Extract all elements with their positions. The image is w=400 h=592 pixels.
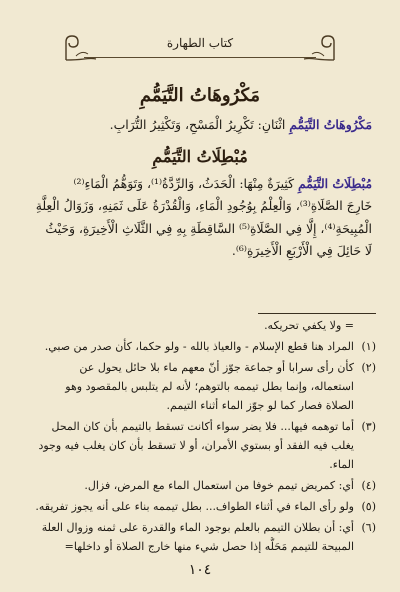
line-text: كَثِيرَةٌ مِنْهَا: الْحَدَثُ، وَالرِّدَّةُ⁽¹⁾، وَتَوَهُّمُ الْمَاءِ⁽²⁾ xyxy=(73,175,298,191)
footnote-number: (١) xyxy=(361,340,376,353)
section-title: مُبْطِلَاتُ التَّيَمُّمِ xyxy=(152,146,248,166)
page-header xyxy=(22,30,378,70)
footnote-line: الماء. xyxy=(329,458,354,471)
page-number: ١٠٤ xyxy=(188,562,212,578)
line-text: الْمُبِيحَةِ⁽⁴⁾، إِلَّا فِي الصَّلَاةِ⁽⁵⁾ السَّاقِطَةِ بِهِ فِي الثَّلَاثِ الْأَخِيرَةِ، وَحَيْثُ xyxy=(45,220,372,236)
footnote-number: (٦) xyxy=(361,521,376,534)
footnote-line: أما توهمه فيها... فلا يضر سواء أكانت تسقط بالتيمم بأن كان المحل xyxy=(51,420,354,433)
text-line xyxy=(28,218,372,241)
footnote-line: المبيحة للتيمم مَحَلُّه إذا حصل شيء منها خارج الصلاة أو داخلها= xyxy=(64,540,354,553)
text-line xyxy=(28,195,372,218)
text-line xyxy=(28,173,372,196)
footnote-line: ولو رأى الماء في أثناء الطواف... بطل تيممه بناء على أنه يجوز تفريقه. xyxy=(35,500,354,513)
section-title: مَكْرُوهَاتُ التَّيَمُّمِ xyxy=(139,85,261,106)
footnotes xyxy=(28,305,376,558)
footnote-6 xyxy=(28,518,376,556)
footnote-line: الصلاة فصار كما لو جوّز الماء أثناء التيمم. xyxy=(166,399,354,412)
lead-term: مُبْطِلَاتُ التَّيَمُّمِ xyxy=(297,175,372,191)
footnote-line: استعماله، وإنما بطل تيممه بالتوهم؛ لأنه لم يتلبس بالمقصود وهو xyxy=(65,380,354,393)
header-rule xyxy=(84,57,316,58)
footnote-separator xyxy=(258,313,376,314)
line-text: لَا حَائِلَ فِي الْأَرْبَعِ الْأَخِيرَةِ⁽⁶⁾. xyxy=(231,243,372,258)
footnote-4 xyxy=(28,476,376,495)
main-text xyxy=(28,84,372,263)
ornament-right-icon xyxy=(302,32,338,62)
running-title: كتاب الطهارة xyxy=(166,36,234,50)
footnote-3 xyxy=(28,417,376,474)
footnote-line: أي: أن بطلان التيمم بالعلم بوجود الماء والقدرة على ثمنه وزوال العلة xyxy=(41,521,354,534)
footnote-number: (٣) xyxy=(361,420,376,433)
footnote-number: (٤) xyxy=(361,479,376,492)
footnote-line: يغلب فيه الفقد أو بستوي الأمران، أو لا تسقط بأن كان يغلب فيه وجود xyxy=(38,439,354,452)
text-line xyxy=(28,114,372,137)
footnote-1 xyxy=(28,337,376,356)
section-mubtilat xyxy=(28,145,372,263)
footnote-continuation: = ولا يكفي تحريكه. xyxy=(264,319,354,332)
section-makruhat xyxy=(28,84,372,137)
lead-term: مَكْرُوهَاتُ التَّيَمُّمِ xyxy=(289,117,372,132)
footnote-number: (٢) xyxy=(361,361,376,374)
footnote-5 xyxy=(28,497,376,516)
line-text: اثْنَانِ: تَكْرِيرُ الْمَسْحِ، وَتَكْثِيرُ التُّرَابِ. xyxy=(109,117,290,132)
footnote-line: كأن رأى سرابا أو جماعة جوّز أنّ معهم ماء بلا حائل يحول عن xyxy=(79,361,354,374)
text-line xyxy=(28,240,372,263)
footnote-2 xyxy=(28,358,376,415)
line-text: خَارِجَ الصَّلَاةِ⁽³⁾، وَالْعِلْمُ بِوُجُودِ الْمَاءِ، وَالْقُدْرَةُ عَلَى ثَمَنِهِ، وَزَوَالُ الْعِلَّةِ xyxy=(35,198,372,213)
footnote-line: أي: كمريض تيمم خوفا من استعمال الماء مع المرض، فزال. xyxy=(84,479,354,492)
footnote-number: (٥) xyxy=(361,500,376,513)
footnote-line: المراد هنا قطع الإسلام - والعياذ بالله - ولو حكما، كأن صدر من صبي. xyxy=(44,340,354,353)
